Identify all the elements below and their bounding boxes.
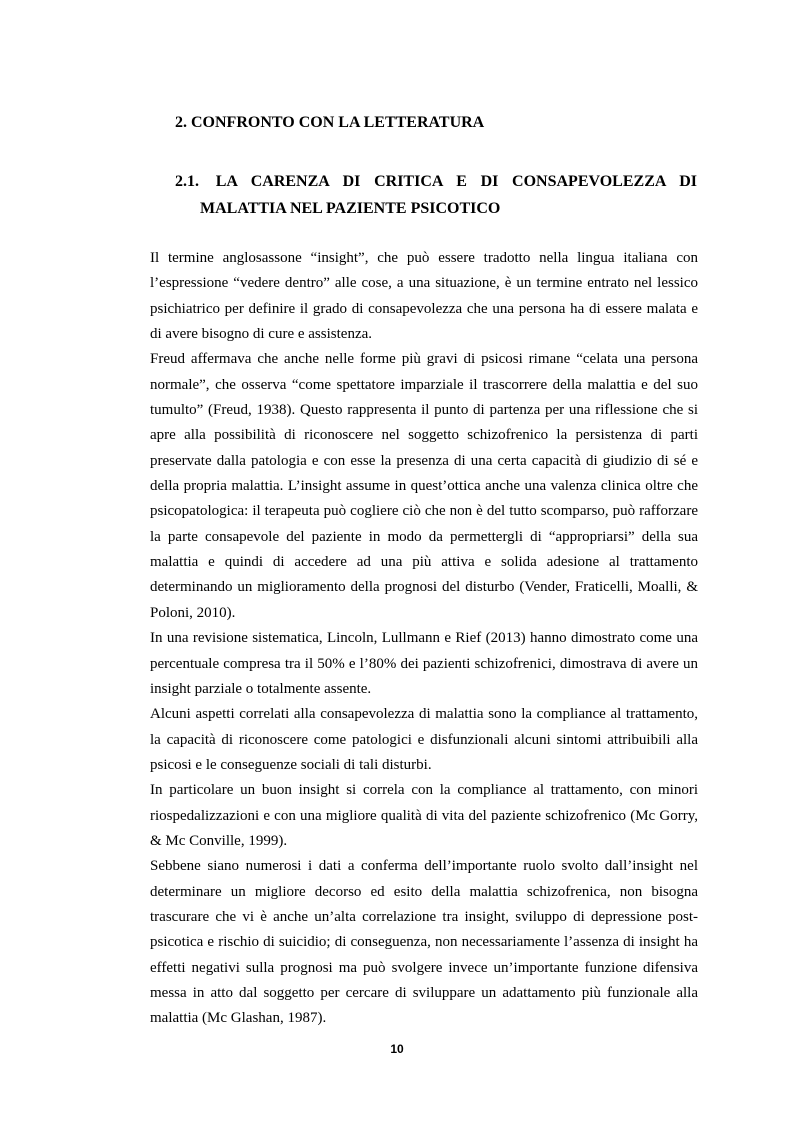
paragraph-insight-definition: Il termine anglosassone “insight”, che può essere tradotto nella lingua italiana con l’espressione “vedere dentro” alle cose, a una situazione, è un termine entrato nel lessico psichiatrico per definire il grado di consapevolezza che una persona ha di essere malata e di avere bisogno di cure e assistenza. <box>150 250 698 343</box>
section-heading-line-1 <box>175 168 697 195</box>
paragraph-compliance: In particolare un buon insight si correla con la compliance al trattamento, con minori riospedalizzazioni e con una migliore qualità di vita del paziente schizofrenico (Mc Gorry, & Mc Conville, 1999). <box>150 782 698 849</box>
section-heading <box>175 168 697 222</box>
paragraph-freud: Freud affermava che anche nelle forme più gravi di psicosi rimane “celata una persona normale”, che osserva “come spettatore imparziale il trascorrere della malattia e del suo tumulto” (Freud, 1938). Questo rappresenta il punto di partenza per una riflessione che si apre alla possibilità di riconoscere nel soggetto schizofrenico la persistenza di parti preservate dalla patologia e con esse la presenza di una certa capacità di giudizio di sé e della propria malattia. L’insight assume in quest’ottica anche una valenza clinica oltre che psicopatologica: il terapeuta può cogliere ciò che non è del tutto scomparso, può rafforzare la parte consapevole del paziente in modo da permettergli di “appropriarsi” della sua malattia e quindi di accedere ad una più attiva e solida adesione al trattamento determinando un miglioramento della prognosi del disturbo (Vender, Fraticelli, Moalli, & Poloni, 2010). <box>150 351 698 621</box>
paragraph-correlated-aspects: Alcuni aspetti correlati alla consapevolezza di malattia sono la compliance al trattamento, la capacità di riconoscere come patologici e disfunzionali alcuni sintomi attribuibili alla psicosi e le conseguenze sociali di tali disturbi. <box>150 706 698 773</box>
page-number: 10 <box>390 1042 404 1056</box>
section-heading-line-2: MALATTIA NEL PAZIENTE PSICOTICO <box>200 200 501 217</box>
section-title-part-1: LA CARENZA DI CRITICA E DI CONSAPEVOLEZZA DI <box>215 173 698 190</box>
paragraph-depression-suicide: Sebbene siano numerosi i dati a conferma dell’importante ruolo svolto dall’insight nel determinare un migliore decorso ed esito della malattia schizofrenica, non bisogna trascurare che vi è anche un’alta correlazione tra insight, sviluppo di depressione post-psicotica e rischio di suicidio; di conseguenza, non necessariamente l’assenza di insight ha effetti negativi sulla prognosi ma può svolgere invece un’importante funzione difensiva messa in atto dal soggetto per cercare di sviluppare un adattamento più funzionale alla malattia (Mc Glashan, 1987). <box>150 858 698 1027</box>
chapter-heading: 2. CONFRONTO CON LA LETTERATURA <box>175 114 485 131</box>
paragraph-systematic-review: In una revisione sistematica, Lincoln, Lullmann e Rief (2013) hanno dimostrato come una percentuale compresa tra il 50% e l’80% dei pazienti schizofrenici, dimostrava di avere un insight parziale o totalmente assente. <box>150 630 698 697</box>
body-text <box>150 246 698 1032</box>
section-number: 2.1. <box>175 173 199 190</box>
